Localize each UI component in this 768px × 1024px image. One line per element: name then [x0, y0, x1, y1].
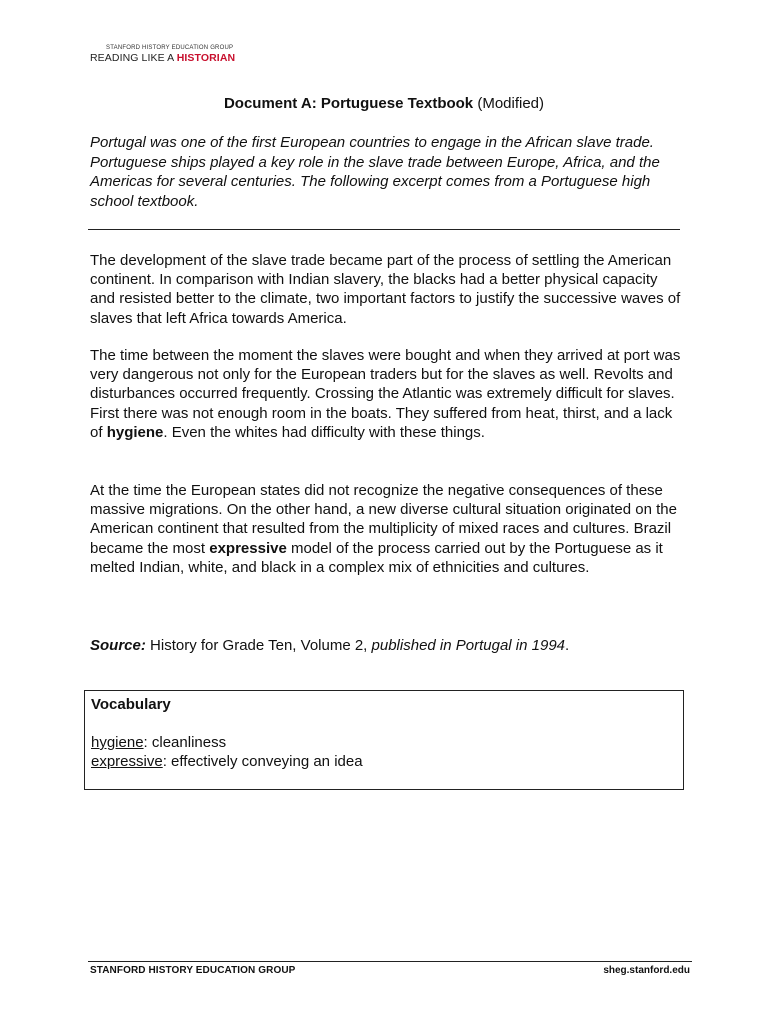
- title-main: Document A: Portuguese Textbook: [223, 95, 474, 112]
- vocab-term-expressive: expressive: [209, 539, 287, 557]
- intro-paragraph: Portugal was one of the first European countries to engage in the African slave trade. Portuguese ships played a key role in the slave trade between Europe, Africa, and the Americas for several centuries. The following excerpt comes from a Portuguese high school textbook.: [90, 134, 660, 210]
- section-divider: [88, 229, 680, 230]
- paragraph-3-text-b: model of the process carried out by the Portuguese as it melted Indian, white, and black in a complex mix of ethnicities and cultures.: [90, 539, 663, 576]
- vocabulary-title: Vocabulary: [91, 696, 171, 713]
- source-label: Source:: [90, 637, 146, 654]
- footer-website: sheg.stanford.edu: [603, 965, 690, 976]
- source-end: .: [565, 637, 570, 654]
- vocabulary-item: [91, 733, 363, 752]
- logo-brand-glyph: O: [200, 52, 210, 64]
- source-publication: published in Portugal in 1994: [371, 637, 566, 654]
- vocabulary-item: [91, 752, 363, 771]
- logo-wordmark: [90, 52, 240, 64]
- reading-like-a-historian-logo: [90, 44, 240, 64]
- vocabulary-box: [84, 690, 684, 790]
- vocabulary-list: [91, 733, 363, 771]
- vocabulary-definition: : cleanliness: [143, 734, 227, 751]
- logo-brand-a: HIST: [176, 52, 201, 64]
- paragraph-3-text-a: At the time the European states did not recognize the negative consequences of these massive migrations. On the other hand, a new diverse cultural situation originated on the American continent that resulted from the multiplicity of mixed races and cultures. Brazil became the most: [90, 482, 677, 557]
- footer-divider: [88, 961, 692, 962]
- excerpt-paragraph-2: [90, 346, 686, 442]
- source-text: History for Grade Ten, Volume 2,: [145, 637, 372, 654]
- paragraph-2-text-b: . Even the whites had difficulty with these things.: [163, 423, 485, 441]
- vocabulary-term: hygiene: [91, 734, 144, 751]
- document-title: [0, 95, 768, 113]
- logo-org-name: STANFORD HISTORY EDUCATION GROUP: [106, 45, 234, 51]
- title-suffix: (Modified): [473, 95, 545, 112]
- source-citation: [90, 636, 686, 655]
- vocab-term-hygiene: hygiene: [106, 423, 164, 441]
- vocabulary-definition: : effectively conveying an idea: [162, 753, 363, 770]
- paragraph-2-text-a: The time between the moment the slaves were bought and when they arrived at port was very dangerous not only for the European traders but for the slaves as well. Revolts and disturbances occurred frequently. Crossing the Atlantic was extremely difficult for slaves. First there was not enough room in the boats. They suffered from heat, thirst, and a lack of: [90, 347, 681, 441]
- vocabulary-term: expressive: [91, 753, 163, 770]
- excerpt-paragraph-3: [90, 481, 686, 577]
- excerpt-paragraph-1: The development of the slave trade became part of the process of settling the American continent. In comparison with Indian slavery, the blacks had a better physical capacity and resisted better to the climate, two important factors to justify the successive waves of slaves that left Africa towards America.: [90, 252, 681, 327]
- logo-brand-b: RIAN: [209, 52, 236, 64]
- logo-prefix: READING LIKE A: [90, 52, 177, 64]
- footer-org-name: STANFORD HISTORY EDUCATION GROUP: [90, 965, 296, 976]
